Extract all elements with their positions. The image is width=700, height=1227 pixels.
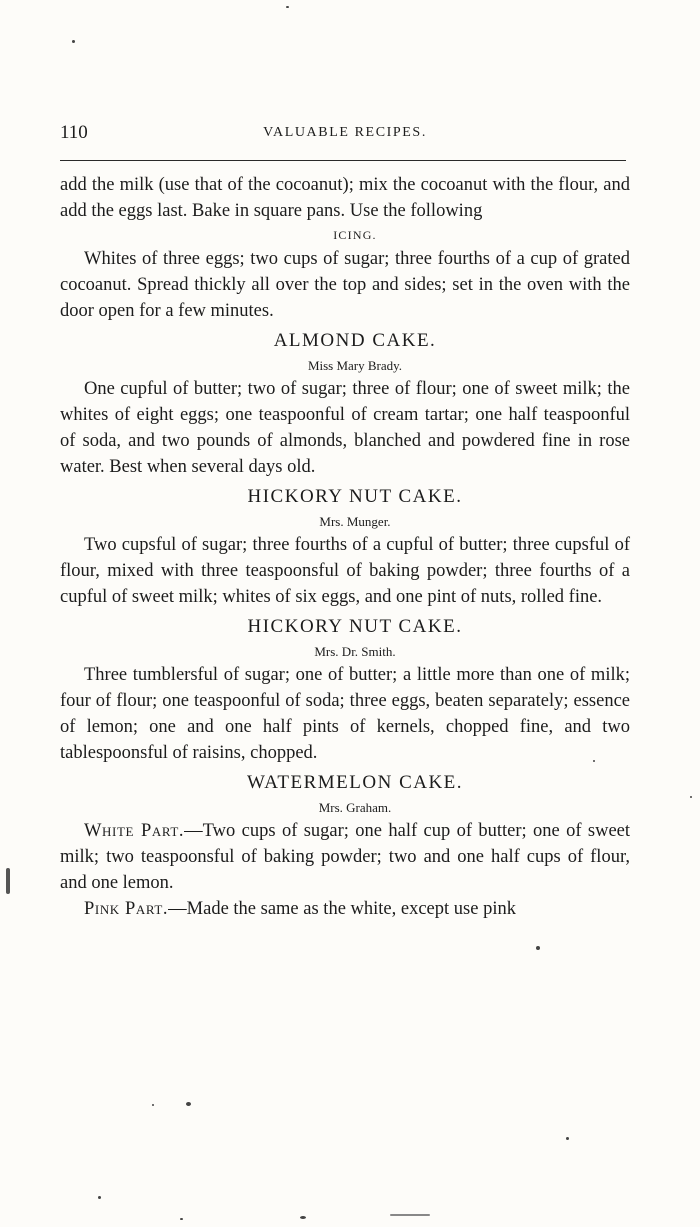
recipe-paragraph: One cupful of butter; two of sugar; three of flour; one of sweet milk; the whites of eight eggs; one teaspoonful of cream tartar; one half teaspoonful of soda, and two pounds of almonds, blanched and powdered fine in rose water. Best when several days old.: [60, 379, 630, 477]
paper-speck: [690, 796, 692, 798]
icing-paragraph: Whites of three eggs; two cups of sugar; three fourths of a cup of grated cocoanut. Spread thickly all over the top and sides; set in the oven with the door open for a few minutes.: [60, 249, 630, 321]
recipe-paragraph: Two cupsful of sugar; three fourths of a cupful of butter; three cupsful of flour, mixed with three teaspoonsful of baking powder; three fourths of a cupful of sweet milk; whites of six eggs, and one pint of nuts, rolled fine.: [60, 535, 630, 607]
white-part-label: White Part.: [84, 821, 185, 841]
recipe-author: Mrs. Graham.: [318, 800, 392, 815]
icing-heading: ICING.: [333, 228, 377, 242]
recipe-title: ALMOND CAKE.: [273, 330, 437, 351]
recipe-title: WATERMELON CAKE.: [246, 772, 464, 793]
paper-speck: [180, 1218, 183, 1220]
white-part-paragraph: [60, 818, 630, 896]
recipe-paragraph: Three tumblersful of sugar; one of butter; a little more than one of milk; four of flour; one teaspoonful of soda; three eggs, beaten separately; essence of lemon; one and one half pints of kernels, chopped fine, and two tablespoonsful of raisins, chopped.: [60, 665, 630, 763]
pink-part-paragraph: [60, 896, 630, 922]
paper-speck: [593, 760, 595, 762]
recipe-author: Mrs. Dr. Smith.: [314, 644, 396, 659]
paper-speck: [566, 1137, 569, 1140]
paper-speck: [536, 946, 540, 950]
recipe-title: HICKORY NUT CAKE.: [247, 616, 463, 637]
paper-speck: [152, 1104, 154, 1106]
paper-speck: [300, 1216, 306, 1219]
paper-speck: [390, 1214, 430, 1216]
paper-speck: [72, 40, 75, 43]
pink-part-text: —Made the same as the white, except use pink: [168, 899, 516, 919]
paper-speck: [186, 1102, 191, 1106]
paper-speck: [286, 6, 289, 8]
intro-paragraph: add the milk (use that of the cocoanut); mix the cocoanut with the flour, and add the eggs last. Bake in square pans. Use the following: [60, 175, 630, 221]
page-header: [60, 122, 630, 146]
pink-part-label: Pink Part.: [84, 899, 169, 919]
recipe-watermelon-cake: [60, 768, 630, 922]
running-title: VALUABLE RECIPES.: [263, 125, 427, 140]
paper-speck: [98, 1196, 101, 1199]
recipe-almond-cake: [60, 326, 630, 480]
page-body: [60, 172, 630, 922]
paper-speck: [6, 868, 10, 894]
white-part-text: —Two cups of sugar; one half cup of butter; one of sweet milk; two teaspoonsful of baking powder; two and one half cups of flour, and one lemon.: [60, 821, 631, 893]
recipe-author: Mrs. Munger.: [319, 514, 391, 529]
header-rule: [60, 160, 626, 161]
recipe-hickory-nut-cake-smith: [60, 612, 630, 766]
recipe-hickory-nut-cake-munger: [60, 482, 630, 610]
recipe-author: Miss Mary Brady.: [307, 358, 403, 373]
page-number: 110: [60, 122, 88, 143]
recipe-title: HICKORY NUT CAKE.: [247, 486, 463, 507]
